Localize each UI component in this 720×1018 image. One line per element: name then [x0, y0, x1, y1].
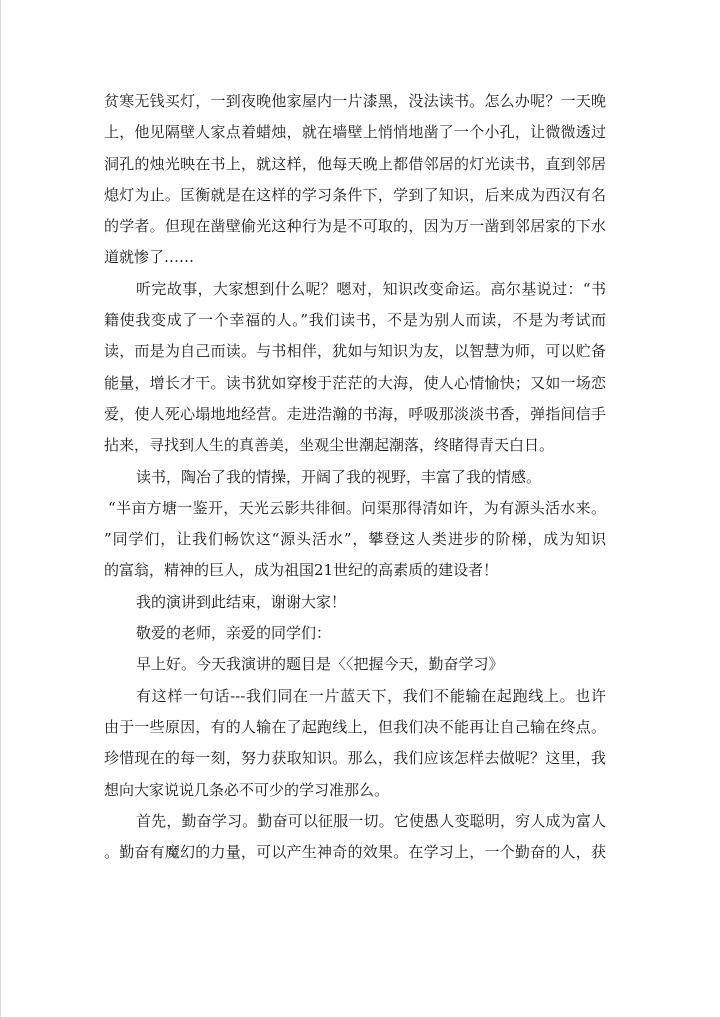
text-line: 。勤奋有魔幻的力量，可以产生神奇的效果。在学习上，一个勤奋的人，获 — [104, 843, 606, 862]
text-line: ”同学们，让我们畅饮这“源头活水”，攀登这人类进步的阶梯，成为知识 — [104, 530, 606, 549]
text-line: 贫寒无钱买灯，一到夜晚他家屋内一片漆黑，没法读书。怎么办呢？一天晚 — [104, 92, 606, 110]
text-line: 熄灯为止。匡衡就是在这样的学习条件下，学到了知识，后来成为西汉有名 — [104, 185, 606, 204]
text-line: 珍惜现在的每一刻，努力获取知识。那么，我们应该怎样去做呢？这里，我 — [104, 749, 606, 768]
text-line: 洞孔的烛光映在书上，就这样，他每天晚上都借邻居的灯光读书，直到邻居 — [104, 154, 606, 173]
speech-title-line: 早上好。今天我演讲的题目是〈〈把握今天，勤奋学习》 — [136, 655, 504, 674]
paragraph-first-line: 我的演讲到此结束，谢谢大家！ — [136, 592, 347, 611]
text-line: 上，他见隔壁人家点着蜡烛，就在墙壁上悄悄地凿了一个小孔，让微微透过 — [104, 123, 606, 142]
paragraph-first-line: “半亩方塘一鉴开，天光云影共徘徊。问渠那得清如许，为有源头活水来。 — [108, 498, 606, 517]
paragraph-first-line: 首先，勤奋学习。勤奋可以征服一切。它使愚人变聪明，穷人成为富人 — [136, 811, 606, 830]
paragraph-first-line: 有这样一句话---我们同在一片蓝天下，我们不能输在起跑线上。也许 — [136, 686, 606, 705]
text-line: 由于一些原因，有的人输在了起跑线上，但我们决不能再让自己输在终点。 — [104, 717, 606, 736]
text-line: 想向大家说说几条必不可少的学习准那么。 — [104, 780, 390, 799]
text-line: 的学者。但现在凿壁偷光这种行为是不可取的，因为万一凿到邻居家的下水 — [104, 217, 606, 236]
text-line: 的富翁，精神的巨人，成为祖国21世纪的高素质的建设者！ — [104, 561, 499, 580]
text-line: 拈来，寻找到人生的真善美，坐观尘世潮起潮落，终睹得青天白日。 — [104, 436, 555, 455]
text-line: 爱，使人死心塌地地经营。走进浩瀚的书海，呼吸那淡淡书香，弹指间信手 — [104, 404, 606, 423]
document-body — [104, 86, 606, 868]
paragraph-first-line: 读书，陶冶了我的情操，开阔了我的视野，丰富了我的情感。 — [136, 467, 542, 486]
salutation-line: 敬爱的老师，亲爱的同学们： — [136, 624, 332, 643]
paragraph-first-line: 听完故事，大家想到什么呢？嗯对，知识改变命运。高尔基说过：“书 — [136, 279, 606, 298]
text-line: 籍使我变成了一个幸福的人。”我们读书，不是为别人而读，不是为考试而 — [104, 311, 606, 330]
text-line: 道就惨了…… — [104, 248, 195, 267]
text-line: 读，而是为自己而读。与书相伴，犹如与知识为友，以智慧为师，可以贮备 — [104, 342, 606, 361]
text-line: 能量，增长才干。读书犹如穿梭于茫茫的大海，使人心情愉快；又如一场恋 — [104, 373, 606, 392]
